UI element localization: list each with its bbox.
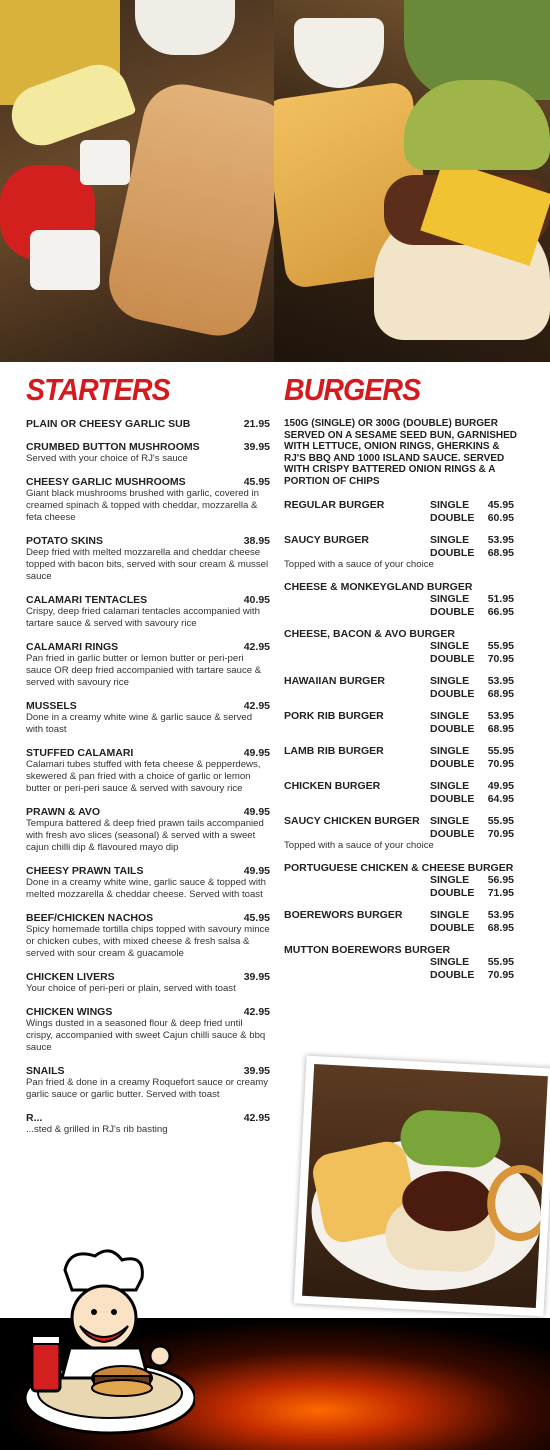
burger-photo [274,0,550,362]
burger-prices [430,745,514,770]
double-label: DOUBLE [430,921,475,934]
double-price: 68.95 [487,687,514,700]
single-label: SINGLE [430,780,470,792]
burger-prices [430,815,514,840]
starter-item [26,641,270,689]
starter-name: CALAMARI RINGS [26,641,119,653]
starter-price: 21.95 [243,418,270,430]
double-label: DOUBLE [430,722,475,735]
starter-price: 39.95 [243,1065,270,1077]
single-price: 53.95 [487,909,514,921]
burger-name: REGULAR BURGER [284,499,385,511]
burger-note: Topped with a sauce of your choice [284,559,434,570]
starter-photo [0,0,274,362]
burger-name: PORTUGUESE CHICKEN & CHEESE BURGER [284,862,514,874]
single-price: 55.95 [487,640,514,652]
starter-item [26,535,270,583]
starter-description: Pan fried & done in a creamy Roquefort sauce or creamy garlic sauce or garlic butter. Served with toast [26,1077,269,1100]
starter-item [26,865,270,901]
double-label: DOUBLE [430,827,475,840]
burger-name: CHICKEN BURGER [284,780,381,792]
single-price: 55.95 [487,956,514,968]
starter-item [26,912,270,960]
starter-item [26,1112,270,1136]
burger-prices [430,534,514,559]
double-price: 71.95 [487,886,514,899]
starter-name: CALAMARI TENTACLES [26,594,148,606]
burger-name: SAUCY CHICKEN BURGER [284,815,420,827]
starter-item [26,594,270,630]
single-price: 49.95 [487,780,514,792]
double-label: DOUBLE [430,546,475,559]
starter-price: 42.95 [243,700,270,712]
starter-price: 42.95 [243,1006,270,1018]
single-price: 56.95 [487,874,514,886]
double-label: DOUBLE [430,757,475,770]
starter-description: Crispy, deep fried calamari tentacles accompanied with tartare sauce & served with savoury rice [26,606,260,629]
double-price: 66.95 [487,605,514,618]
burger-prices [430,874,514,899]
double-label: DOUBLE [430,605,475,618]
burger-name: CHEESE & MONKEYGLAND BURGER [284,581,473,593]
starter-name: MUSSELS [26,700,77,712]
burger-item [284,909,520,934]
starter-price: 45.95 [243,912,270,924]
burger-name: PORK RIB BURGER [284,710,384,722]
single-price: 55.95 [487,745,514,757]
starter-name: CHICKEN LIVERS [26,971,115,983]
double-price: 70.95 [487,757,514,770]
single-label: SINGLE [430,745,470,757]
starter-name: PLAIN OR CHEESY GARLIC SUB [26,418,191,430]
hero-photos [0,0,550,362]
single-price: 51.95 [487,593,514,605]
double-label: DOUBLE [430,652,475,665]
burgers-heading: BURGERS [284,372,421,407]
starter-description: Wings dusted in a seasoned flour & deep fried until crispy, accompanied with sweet Cajun chilli sauce & bbq sauce [26,1018,266,1053]
starter-description: Your choice of peri-peri or plain, served with toast [26,983,236,994]
starter-description: Calamari tubes stuffed with feta cheese & pepperdews, skewered & pan fried with a choice of garlic or lemon butter or peri-peri sauce & served with savoury rice [26,759,261,794]
burgers-intro: 150G (SINGLE) OR 300G (DOUBLE) BURGER SERVED ON A SESAME SEED BUN, GARNISHED WITH LETTUCE, ONION RINGS, GHERKINS & RJ'S BBQ AND 1000 ISLAND SAUCE. SERVED WITH CRISPY BATTERED ONION RINGS & A PORTION OF CHIPS [284,418,518,487]
starter-description: Done in a creamy white wine & garlic sauce & served with toast [26,712,253,735]
single-label: SINGLE [430,710,470,722]
burger-item [284,675,520,700]
starter-price: 45.95 [243,476,270,488]
burger-item [284,780,520,805]
burger-item [284,745,520,770]
single-price: 45.95 [487,499,514,511]
double-label: DOUBLE [430,687,475,700]
starter-name: SNAILS [26,1065,65,1077]
starter-price: 39.95 [243,441,270,453]
starter-item [26,1065,270,1101]
starter-name: R... [26,1112,43,1124]
starter-name: STUFFED CALAMARI [26,747,134,759]
single-label: SINGLE [430,909,470,921]
starter-item [26,806,270,854]
starter-name: CHICKEN WINGS [26,1006,113,1018]
starter-item [26,1006,270,1054]
starter-item [26,476,270,524]
double-label: DOUBLE [430,886,475,899]
starter-item [26,441,270,465]
burger-item [284,710,520,735]
starter-price: 42.95 [243,1112,270,1124]
single-price: 55.95 [487,815,514,827]
starter-item [26,700,270,736]
burger-prices [430,956,514,981]
starter-price: 49.95 [243,806,270,818]
burger-item [284,581,520,618]
burger-prices [430,675,514,700]
single-label: SINGLE [430,675,470,687]
starter-description: Served with your choice of RJ's sauce [26,453,188,464]
double-price: 70.95 [487,652,514,665]
burgers-list [284,499,520,981]
double-label: DOUBLE [430,968,475,981]
double-label: DOUBLE [430,511,475,524]
starter-price: 40.95 [243,594,270,606]
starter-description: Deep fried with melted mozzarella and cheddar cheese topped with bacon bits, served with sour cream & mussel sauce [26,547,269,582]
single-label: SINGLE [430,815,470,827]
starter-name: CRUMBED BUTTON MUSHROOMS [26,441,200,453]
burger-prices [430,499,514,524]
starter-description: Giant black mushrooms brushed with garlic, covered in creamed spinach & topped with cheddar, mozzarella & feta cheese [26,488,260,523]
starter-name: CHEESY PRAWN TAILS [26,865,144,877]
starter-name: POTATO SKINS [26,535,104,547]
starter-item [26,971,270,995]
double-price: 70.95 [487,827,514,840]
starters-list [26,418,270,1136]
starters-column [26,372,270,1147]
starter-name: BEEF/CHICKEN NACHOS [26,912,154,924]
burger-name: BOEREWORS BURGER [284,909,403,921]
starter-price: 39.95 [243,971,270,983]
starter-description: Done in a creamy white wine, garlic sauce & topped with melted mozzarella & cheddar cheese. Served with toast [26,877,266,900]
double-price: 70.95 [487,968,514,981]
burger-name: CHEESE, BACON & AVO BURGER [284,628,455,640]
burger-name: SAUCY BURGER [284,534,369,546]
burger-prices [430,780,514,805]
burger-item [284,815,520,852]
single-price: 53.95 [487,534,514,546]
double-label: DOUBLE [430,792,475,805]
burger-prices [430,710,514,735]
double-price: 64.95 [487,792,514,805]
burger-name: MUTTON BOEREWORS BURGER [284,944,451,956]
starter-name: PRAWN & AVO [26,806,101,818]
starters-heading: STARTERS [26,372,170,407]
single-label: SINGLE [430,534,470,546]
single-price: 53.95 [487,710,514,722]
double-price: 68.95 [487,921,514,934]
burger-item [284,499,520,524]
starter-description: Spicy homemade tortilla chips topped with savoury mince or chicken cubes, with mixed cheese & fresh salsa & served with sour cream & guacamole [26,924,270,959]
starter-item [26,418,270,430]
starter-price: 42.95 [243,641,270,653]
burgers-column [284,372,520,991]
chef-icon [10,1248,195,1438]
boerewors-photo [294,1056,550,1317]
burger-name: LAMB RIB BURGER [284,745,384,757]
burger-item [284,944,520,981]
starter-price: 38.95 [243,535,270,547]
single-label: SINGLE [430,640,470,652]
burger-item [284,862,520,899]
single-price: 53.95 [487,675,514,687]
starter-price: 49.95 [243,865,270,877]
single-label: SINGLE [430,499,470,511]
starter-description: Tempura battered & deep fried prawn tails accompanied with fresh avo slices (seasonal) & served with a sweet cajun chilli dip & flavoured mayo dip [26,818,264,853]
double-price: 68.95 [487,546,514,559]
burger-prices [430,640,514,665]
burger-item [284,534,520,571]
burger-name: HAWAIIAN BURGER [284,675,385,687]
starter-name: CHEESY GARLIC MUSHROOMS [26,476,186,488]
burger-item [284,628,520,665]
starter-price: 49.95 [243,747,270,759]
starter-item [26,747,270,795]
single-label: SINGLE [430,874,470,886]
burger-note: Topped with a sauce of your choice [284,840,434,851]
burger-prices [430,909,514,934]
starter-description: ...sted & grilled in RJ's rib basting [26,1124,168,1135]
double-price: 68.95 [487,722,514,735]
single-label: SINGLE [430,593,470,605]
double-price: 60.95 [487,511,514,524]
starter-description: Pan fried in garlic butter or lemon butter or peri-peri sauce OR deep fried accompanied with tartare sauce & served with savoury rice [26,653,262,688]
single-label: SINGLE [430,956,470,968]
burger-prices [430,593,514,618]
